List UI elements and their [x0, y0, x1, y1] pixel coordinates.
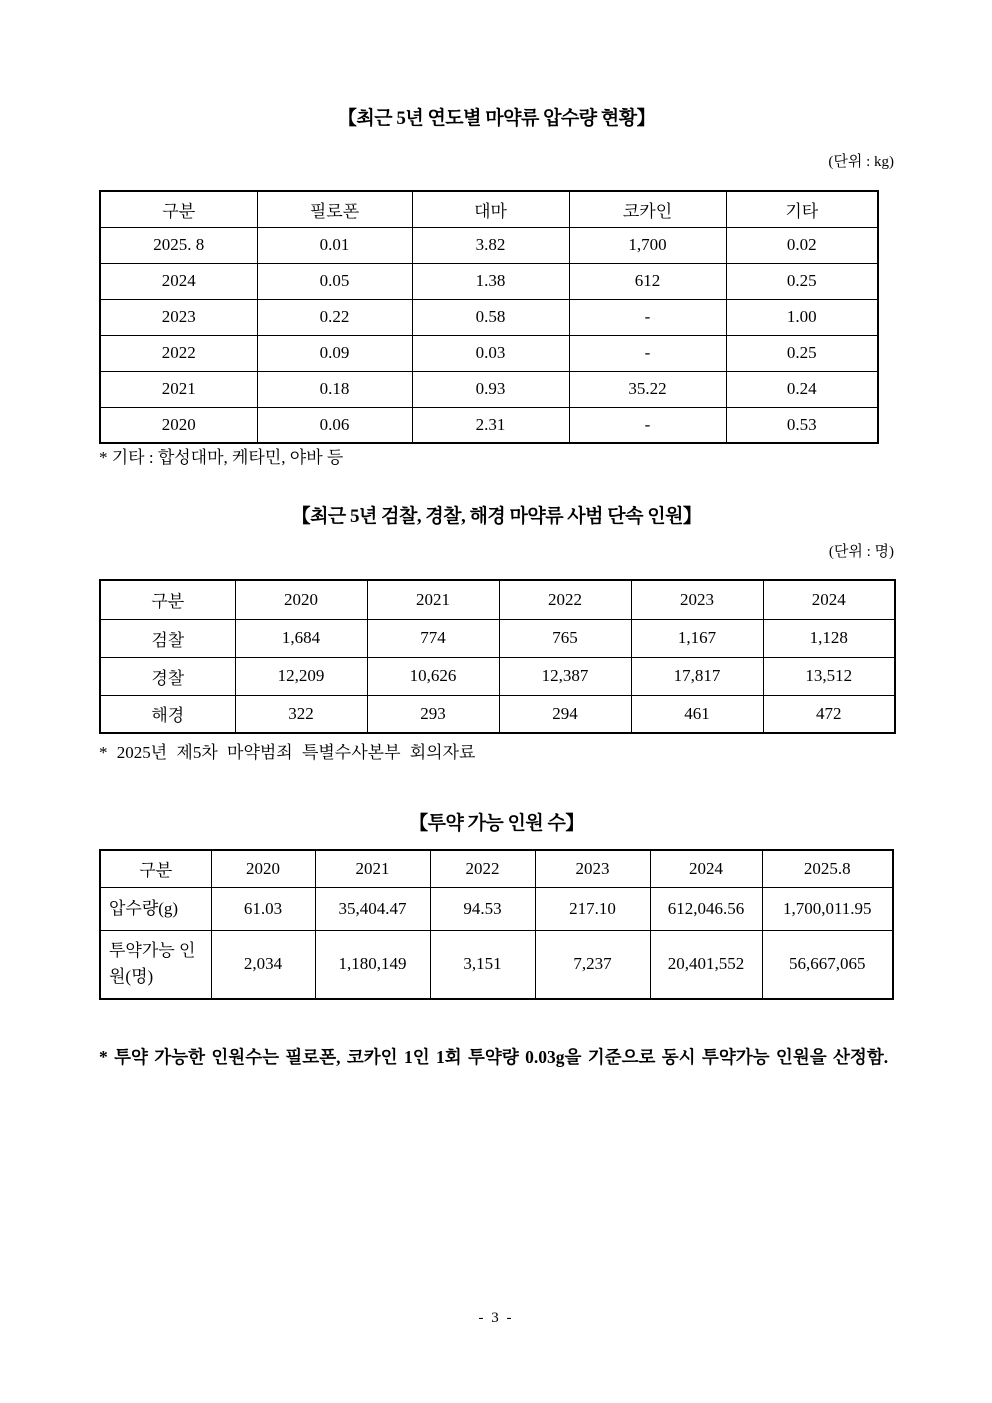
table-cell: 1.38	[412, 263, 569, 299]
table-cell: 1,167	[631, 619, 763, 657]
section1-note: * 기타 : 합성대마, 케타민, 야바 등	[99, 448, 344, 467]
section1-title: 【최근 5년 연도별 마약류 압수량 현황】	[337, 108, 656, 129]
table-cell: 0.06	[257, 407, 412, 443]
header-cell-2024: 2024	[763, 580, 895, 619]
table-cell: 1,180,149	[315, 930, 430, 999]
table-cell: 0.93	[412, 371, 569, 407]
table-cell-agency: 해경	[100, 695, 235, 733]
table-cell-year: 2025. 8	[100, 227, 257, 263]
table-row	[100, 407, 878, 443]
table-cell-year: 2022	[100, 335, 257, 371]
table-cell: 1,700	[569, 227, 726, 263]
table-cell: 3,151	[430, 930, 535, 999]
table-cell: 13,512	[763, 657, 895, 695]
table-cell-rowlabel: 압수량(g)	[100, 887, 211, 930]
table-row	[100, 930, 893, 999]
page-number: - 3 -	[478, 1310, 514, 1326]
table-cell: 1,700,011.95	[762, 887, 893, 930]
document-content	[99, 0, 894, 1074]
header-cell-2021: 2021	[315, 850, 430, 887]
header-cell-2023: 2023	[535, 850, 650, 887]
header-cell-category: 구분	[100, 850, 211, 887]
table-row	[100, 657, 895, 695]
table-cell: 12,387	[499, 657, 631, 695]
table-row	[100, 299, 878, 335]
table-cell: -	[569, 335, 726, 371]
table-row	[100, 371, 878, 407]
table-cell: 322	[235, 695, 367, 733]
table-cell: 1,684	[235, 619, 367, 657]
table-cell: 10,626	[367, 657, 499, 695]
header-cell-category: 구분	[100, 580, 235, 619]
table-row	[100, 335, 878, 371]
table-cell: 0.22	[257, 299, 412, 335]
table-row	[100, 695, 895, 733]
table-cell: 0.24	[726, 371, 878, 407]
section1-unit-label: (단위 : kg)	[828, 154, 894, 170]
table-cell: -	[569, 299, 726, 335]
table-header-row	[100, 850, 893, 887]
table-header-row	[100, 191, 878, 227]
header-cell-meth: 필로폰	[257, 191, 412, 227]
table-cell: 12,209	[235, 657, 367, 695]
header-cell-2021: 2021	[367, 580, 499, 619]
header-cell-2023: 2023	[631, 580, 763, 619]
possible-doses-table	[99, 849, 894, 1000]
table-cell: 0.05	[257, 263, 412, 299]
table-cell-year: 2021	[100, 371, 257, 407]
table-cell: 0.18	[257, 371, 412, 407]
table-cell: 612,046.56	[650, 887, 762, 930]
table-cell: 612	[569, 263, 726, 299]
table-cell: 0.03	[412, 335, 569, 371]
header-cell-etc: 기타	[726, 191, 878, 227]
section2-unit-label: (단위 : 명)	[828, 544, 894, 560]
header-cell-2022: 2022	[499, 580, 631, 619]
table-cell: 17,817	[631, 657, 763, 695]
table-cell: 56,667,065	[762, 930, 893, 999]
table-cell-agency: 경찰	[100, 657, 235, 695]
table-cell: 61.03	[211, 887, 315, 930]
table-cell: 0.53	[726, 407, 878, 443]
table-cell: 774	[367, 619, 499, 657]
header-cell-2024: 2024	[650, 850, 762, 887]
header-cell-cannabis: 대마	[412, 191, 569, 227]
header-cell-2025-8: 2025.8	[762, 850, 893, 887]
table-cell: 1,128	[763, 619, 895, 657]
table-cell: 35.22	[569, 371, 726, 407]
table-cell: 217.10	[535, 887, 650, 930]
table-cell: 2,034	[211, 930, 315, 999]
header-cell-2020: 2020	[235, 580, 367, 619]
table-cell-year: 2020	[100, 407, 257, 443]
header-cell-category: 구분	[100, 191, 257, 227]
section2-note: * 2025년 제5차 마약범죄 특별수사본부 회의자료	[99, 743, 476, 762]
section3-note: * 투약 가능한 인원수는 필로폰, 코카인 1인 1회 투약량 0.03g을 기준으로 동시 투약가능 인원을 산정함.	[99, 1047, 889, 1067]
table-cell-year: 2023	[100, 299, 257, 335]
table-header-row	[100, 580, 895, 619]
table-cell: 20,401,552	[650, 930, 762, 999]
table-cell: 94.53	[430, 887, 535, 930]
table-cell: 0.09	[257, 335, 412, 371]
table-cell: 0.01	[257, 227, 412, 263]
table-row	[100, 887, 893, 930]
header-cell-2020: 2020	[211, 850, 315, 887]
table-cell: 2.31	[412, 407, 569, 443]
table-cell: 472	[763, 695, 895, 733]
table-cell: 293	[367, 695, 499, 733]
table-cell: -	[569, 407, 726, 443]
seizure-amount-table	[99, 190, 879, 444]
header-cell-cocaine: 코카인	[569, 191, 726, 227]
table-cell: 35,404.47	[315, 887, 430, 930]
table-cell: 765	[499, 619, 631, 657]
table-cell: 7,237	[535, 930, 650, 999]
enforcement-personnel-table	[99, 579, 896, 734]
table-cell: 3.82	[412, 227, 569, 263]
table-cell-rowlabel: 투약가능 인원(명)	[100, 930, 211, 999]
table-cell: 0.58	[412, 299, 569, 335]
table-cell: 294	[499, 695, 631, 733]
table-cell: 461	[631, 695, 763, 733]
header-cell-2022: 2022	[430, 850, 535, 887]
table-row	[100, 619, 895, 657]
table-row	[100, 263, 878, 299]
table-cell: 1.00	[726, 299, 878, 335]
table-cell: 0.25	[726, 263, 878, 299]
section2-title: 【최근 5년 검찰, 경찰, 해경 마약류 사범 단속 인원】	[291, 506, 702, 527]
table-cell-year: 2024	[100, 263, 257, 299]
table-cell: 0.02	[726, 227, 878, 263]
section3-title: 【투약 가능 인원 수】	[409, 813, 584, 834]
table-cell: 0.25	[726, 335, 878, 371]
table-row	[100, 227, 878, 263]
table-cell-agency: 검찰	[100, 619, 235, 657]
